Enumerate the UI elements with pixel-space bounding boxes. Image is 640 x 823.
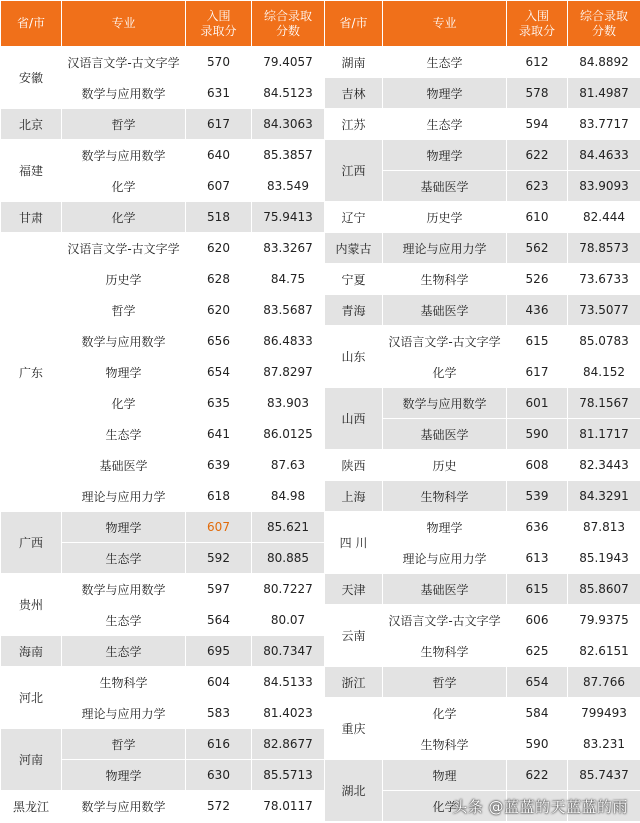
composite-cell: 84.5133	[252, 667, 325, 698]
composite-cell: 81.4023	[252, 698, 325, 729]
threshold-cell: 639	[186, 450, 252, 481]
province-cell: 吉林	[325, 78, 383, 109]
major-cell: 生物科学	[383, 481, 507, 512]
header-row	[1, 1, 325, 47]
province-cell: 贵州	[1, 574, 62, 636]
composite-cell: 87.766	[568, 667, 640, 698]
table-row	[1, 140, 325, 171]
composite-cell: 82.8677	[252, 729, 325, 760]
header-threshold: 入围 录取分	[186, 1, 252, 47]
header-major: 专业	[62, 1, 186, 47]
composite-cell: 84.75	[252, 264, 325, 295]
threshold-cell: 695	[186, 636, 252, 667]
province-cell: 陕西	[325, 450, 383, 481]
composite-cell: 84.5123	[252, 78, 325, 109]
province-cell: 上海	[325, 481, 383, 512]
threshold-cell: 654	[507, 667, 568, 698]
composite-cell: 79.9375	[568, 605, 640, 636]
major-cell: 生态学	[383, 47, 507, 78]
threshold-cell: 604	[186, 667, 252, 698]
composite-cell: 83.9093	[568, 171, 640, 202]
major-cell: 数学与应用数学	[62, 140, 186, 171]
threshold-cell: 615	[507, 326, 568, 357]
threshold-cell: 590	[507, 729, 568, 760]
composite-cell: 83.903	[252, 388, 325, 419]
composite-cell: 86.0125	[252, 419, 325, 450]
threshold-cell: 436	[507, 295, 568, 326]
composite-cell: 80.07	[252, 605, 325, 636]
threshold-cell: 584	[507, 698, 568, 729]
table-row	[325, 47, 640, 78]
province-cell: 宁夏	[325, 264, 383, 295]
composite-cell: 80.885	[252, 543, 325, 574]
major-cell: 生态学	[62, 419, 186, 450]
composite-cell: 84.4633	[568, 140, 640, 171]
threshold-cell: 606	[507, 605, 568, 636]
major-cell: 数学与应用数学	[62, 791, 186, 822]
table-row	[1, 233, 325, 264]
major-cell: 生物科学	[383, 636, 507, 667]
composite-cell: 80.7227	[252, 574, 325, 605]
major-cell: 数学与应用数学	[62, 326, 186, 357]
major-cell: 物理学	[62, 512, 186, 543]
major-cell: 化学	[62, 388, 186, 419]
major-cell: 生物科学	[383, 264, 507, 295]
threshold-cell: 636	[507, 512, 568, 543]
province-cell: 重庆	[325, 698, 383, 760]
table-row	[1, 791, 325, 822]
composite-cell: 84.152	[568, 357, 640, 388]
table-row	[325, 264, 640, 295]
province-cell: 山西	[325, 388, 383, 450]
major-cell: 生态学	[62, 605, 186, 636]
province-cell: 安徽	[1, 47, 62, 109]
threshold-cell: 578	[507, 78, 568, 109]
composite-cell: 84.3291	[568, 481, 640, 512]
threshold-cell: 617	[507, 357, 568, 388]
table-row	[1, 512, 325, 543]
composite-cell: 78.1567	[568, 388, 640, 419]
province-cell: 内蒙古	[325, 233, 383, 264]
header-major: 专业	[383, 1, 507, 47]
table-row	[1, 47, 325, 78]
major-cell: 历史学	[383, 202, 507, 233]
table-row	[325, 295, 640, 326]
major-cell: 汉语言文学-古文字学	[62, 47, 186, 78]
composite-cell: 73.6733	[568, 264, 640, 295]
major-cell: 物理学	[383, 140, 507, 171]
major-cell: 数学与应用数学	[62, 574, 186, 605]
major-cell: 理论与应用力学	[383, 543, 507, 574]
threshold-cell: 572	[186, 791, 252, 822]
table-row	[325, 202, 640, 233]
major-cell: 汉语言文学-古文字学	[383, 326, 507, 357]
province-cell: 广西	[1, 512, 62, 574]
header-province: 省/市	[325, 1, 383, 47]
header-threshold: 入围 录取分	[507, 1, 568, 47]
composite-cell: 84.98	[252, 481, 325, 512]
table-body-right	[325, 47, 640, 822]
threshold-cell: 656	[186, 326, 252, 357]
table-row	[325, 233, 640, 264]
threshold-cell: 622	[507, 760, 568, 791]
composite-cell: 81.4987	[568, 78, 640, 109]
table-row	[1, 667, 325, 698]
threshold-cell: 613	[507, 543, 568, 574]
threshold-cell: 622	[507, 140, 568, 171]
major-cell: 汉语言文学-古文字学	[383, 605, 507, 636]
province-cell: 天津	[325, 574, 383, 605]
header-composite: 综合录取 分数	[568, 1, 640, 47]
threshold-cell: 597	[186, 574, 252, 605]
table-row	[1, 202, 325, 233]
header-composite: 综合录取 分数	[252, 1, 325, 47]
major-cell: 历史	[383, 450, 507, 481]
province-cell: 江苏	[325, 109, 383, 140]
province-cell: 湖南	[325, 47, 383, 78]
threshold-cell: 654	[186, 357, 252, 388]
threshold-cell: 620	[186, 295, 252, 326]
threshold-cell: 590	[507, 419, 568, 450]
table-row	[325, 605, 640, 636]
threshold-cell: 631	[186, 78, 252, 109]
major-cell: 基础医学	[383, 574, 507, 605]
major-cell: 化学	[62, 202, 186, 233]
province-cell: 云南	[325, 605, 383, 667]
threshold-cell: 539	[507, 481, 568, 512]
composite-cell: 80.7347	[252, 636, 325, 667]
table-row	[325, 574, 640, 605]
composite-cell: 75.9413	[252, 202, 325, 233]
threshold-cell: 641	[186, 419, 252, 450]
composite-cell: 83.549	[252, 171, 325, 202]
composite-cell: 73.5077	[568, 295, 640, 326]
table-row	[1, 109, 325, 140]
admission-table-right	[324, 0, 640, 822]
threshold-cell: 594	[507, 109, 568, 140]
major-cell: 物理	[383, 760, 507, 791]
table-row	[325, 760, 640, 791]
composite-cell: 87.8297	[252, 357, 325, 388]
threshold-cell: 615	[507, 574, 568, 605]
province-cell: 四 川	[325, 512, 383, 574]
header-row	[325, 1, 640, 47]
threshold-cell: 620	[186, 233, 252, 264]
composite-cell: 79.4057	[252, 47, 325, 78]
composite-cell: 83.3267	[252, 233, 325, 264]
threshold-cell: 601	[507, 388, 568, 419]
province-cell: 河南	[1, 729, 62, 791]
province-cell: 山东	[325, 326, 383, 388]
threshold-cell: 526	[507, 264, 568, 295]
major-cell: 基础医学	[383, 171, 507, 202]
major-cell: 历史学	[62, 264, 186, 295]
composite-cell: 84.8892	[568, 47, 640, 78]
table-row	[325, 512, 640, 543]
major-cell: 生态学	[62, 636, 186, 667]
composite-cell: 85.7437	[568, 760, 640, 791]
major-cell: 化学	[383, 357, 507, 388]
header-province: 省/市	[1, 1, 62, 47]
composite-cell: 82.444	[568, 202, 640, 233]
table-row	[325, 667, 640, 698]
composite-cell: 81.1717	[568, 419, 640, 450]
composite-cell: 85.0783	[568, 326, 640, 357]
major-cell: 理论与应用力学	[62, 698, 186, 729]
province-cell: 海南	[1, 636, 62, 667]
threshold-cell: 570	[186, 47, 252, 78]
table-row	[325, 450, 640, 481]
major-cell: 哲学	[62, 109, 186, 140]
table-row	[325, 78, 640, 109]
major-cell: 理论与应用力学	[62, 481, 186, 512]
composite-cell: 85.3857	[252, 140, 325, 171]
province-cell: 浙江	[325, 667, 383, 698]
major-cell: 哲学	[62, 729, 186, 760]
watermark: 头条 @蓝蓝的天蓝蓝的雨	[452, 798, 628, 816]
threshold-cell: 623	[507, 171, 568, 202]
composite-cell: 84.3063	[252, 109, 325, 140]
province-cell: 北京	[1, 109, 62, 140]
province-cell: 江西	[325, 140, 383, 202]
province-cell: 黑龙江	[1, 791, 62, 822]
table-row	[1, 636, 325, 667]
province-cell: 湖北	[325, 760, 383, 822]
major-cell: 理论与应用力学	[383, 233, 507, 264]
major-cell: 基础医学	[383, 295, 507, 326]
threshold-cell: 592	[186, 543, 252, 574]
composite-cell: 83.7717	[568, 109, 640, 140]
table-body-left	[1, 47, 325, 822]
threshold-cell: 562	[507, 233, 568, 264]
composite-cell: 87.813	[568, 512, 640, 543]
table-row	[325, 140, 640, 171]
province-cell: 福建	[1, 140, 62, 202]
major-cell: 基础医学	[383, 419, 507, 450]
composite-cell: 78.0117	[252, 791, 325, 822]
province-cell: 广东	[1, 233, 62, 512]
major-cell: 化学	[383, 791, 507, 822]
major-cell: 哲学	[62, 295, 186, 326]
major-cell: 物理学	[62, 357, 186, 388]
composite-cell: 82.3443	[568, 450, 640, 481]
threshold-cell: 617	[186, 109, 252, 140]
major-cell: 哲学	[383, 667, 507, 698]
major-cell: 物理学	[62, 760, 186, 791]
threshold-cell: 625	[507, 636, 568, 667]
province-cell: 辽宁	[325, 202, 383, 233]
composite-cell: 799493	[568, 698, 640, 729]
major-cell: 数学与应用数学	[62, 78, 186, 109]
threshold-cell: 610	[507, 202, 568, 233]
table-row	[325, 326, 640, 357]
major-cell: 汉语言文学-古文字学	[62, 233, 186, 264]
province-cell: 青海	[325, 295, 383, 326]
threshold-cell: 618	[186, 481, 252, 512]
threshold-cell: 635	[186, 388, 252, 419]
major-cell: 基础医学	[62, 450, 186, 481]
table-row	[325, 388, 640, 419]
composite-cell: 83.231	[568, 729, 640, 760]
threshold-cell: 518	[186, 202, 252, 233]
threshold-cell: 564	[186, 605, 252, 636]
table-row	[1, 729, 325, 760]
composite-cell: 85.1943	[568, 543, 640, 574]
major-cell: 生物科学	[383, 729, 507, 760]
threshold-cell: 628	[186, 264, 252, 295]
composite-cell: 85.621	[252, 512, 325, 543]
threshold-cell: 583	[186, 698, 252, 729]
major-cell: 数学与应用数学	[383, 388, 507, 419]
table-row	[325, 698, 640, 729]
threshold-cell: 607	[186, 512, 252, 543]
major-cell: 生态学	[62, 543, 186, 574]
major-cell: 生态学	[383, 109, 507, 140]
table-row	[325, 481, 640, 512]
composite-cell: 83.5687	[252, 295, 325, 326]
table-row	[325, 109, 640, 140]
composite-cell: 85.8607	[568, 574, 640, 605]
composite-cell: 85.5713	[252, 760, 325, 791]
major-cell: 物理学	[383, 512, 507, 543]
threshold-cell: 607	[186, 171, 252, 202]
threshold-cell: 640	[186, 140, 252, 171]
table-row	[1, 574, 325, 605]
major-cell: 化学	[383, 698, 507, 729]
major-cell: 生物科学	[62, 667, 186, 698]
province-cell: 甘肃	[1, 202, 62, 233]
threshold-cell: 616	[186, 729, 252, 760]
composite-cell: 87.63	[252, 450, 325, 481]
composite-cell: 78.8573	[568, 233, 640, 264]
composite-cell: 82.6151	[568, 636, 640, 667]
composite-cell: 86.4833	[252, 326, 325, 357]
province-cell: 河北	[1, 667, 62, 729]
threshold-cell: 612	[507, 47, 568, 78]
major-cell: 化学	[62, 171, 186, 202]
threshold-cell: 608	[507, 450, 568, 481]
major-cell: 物理学	[383, 78, 507, 109]
threshold-cell: 630	[186, 760, 252, 791]
